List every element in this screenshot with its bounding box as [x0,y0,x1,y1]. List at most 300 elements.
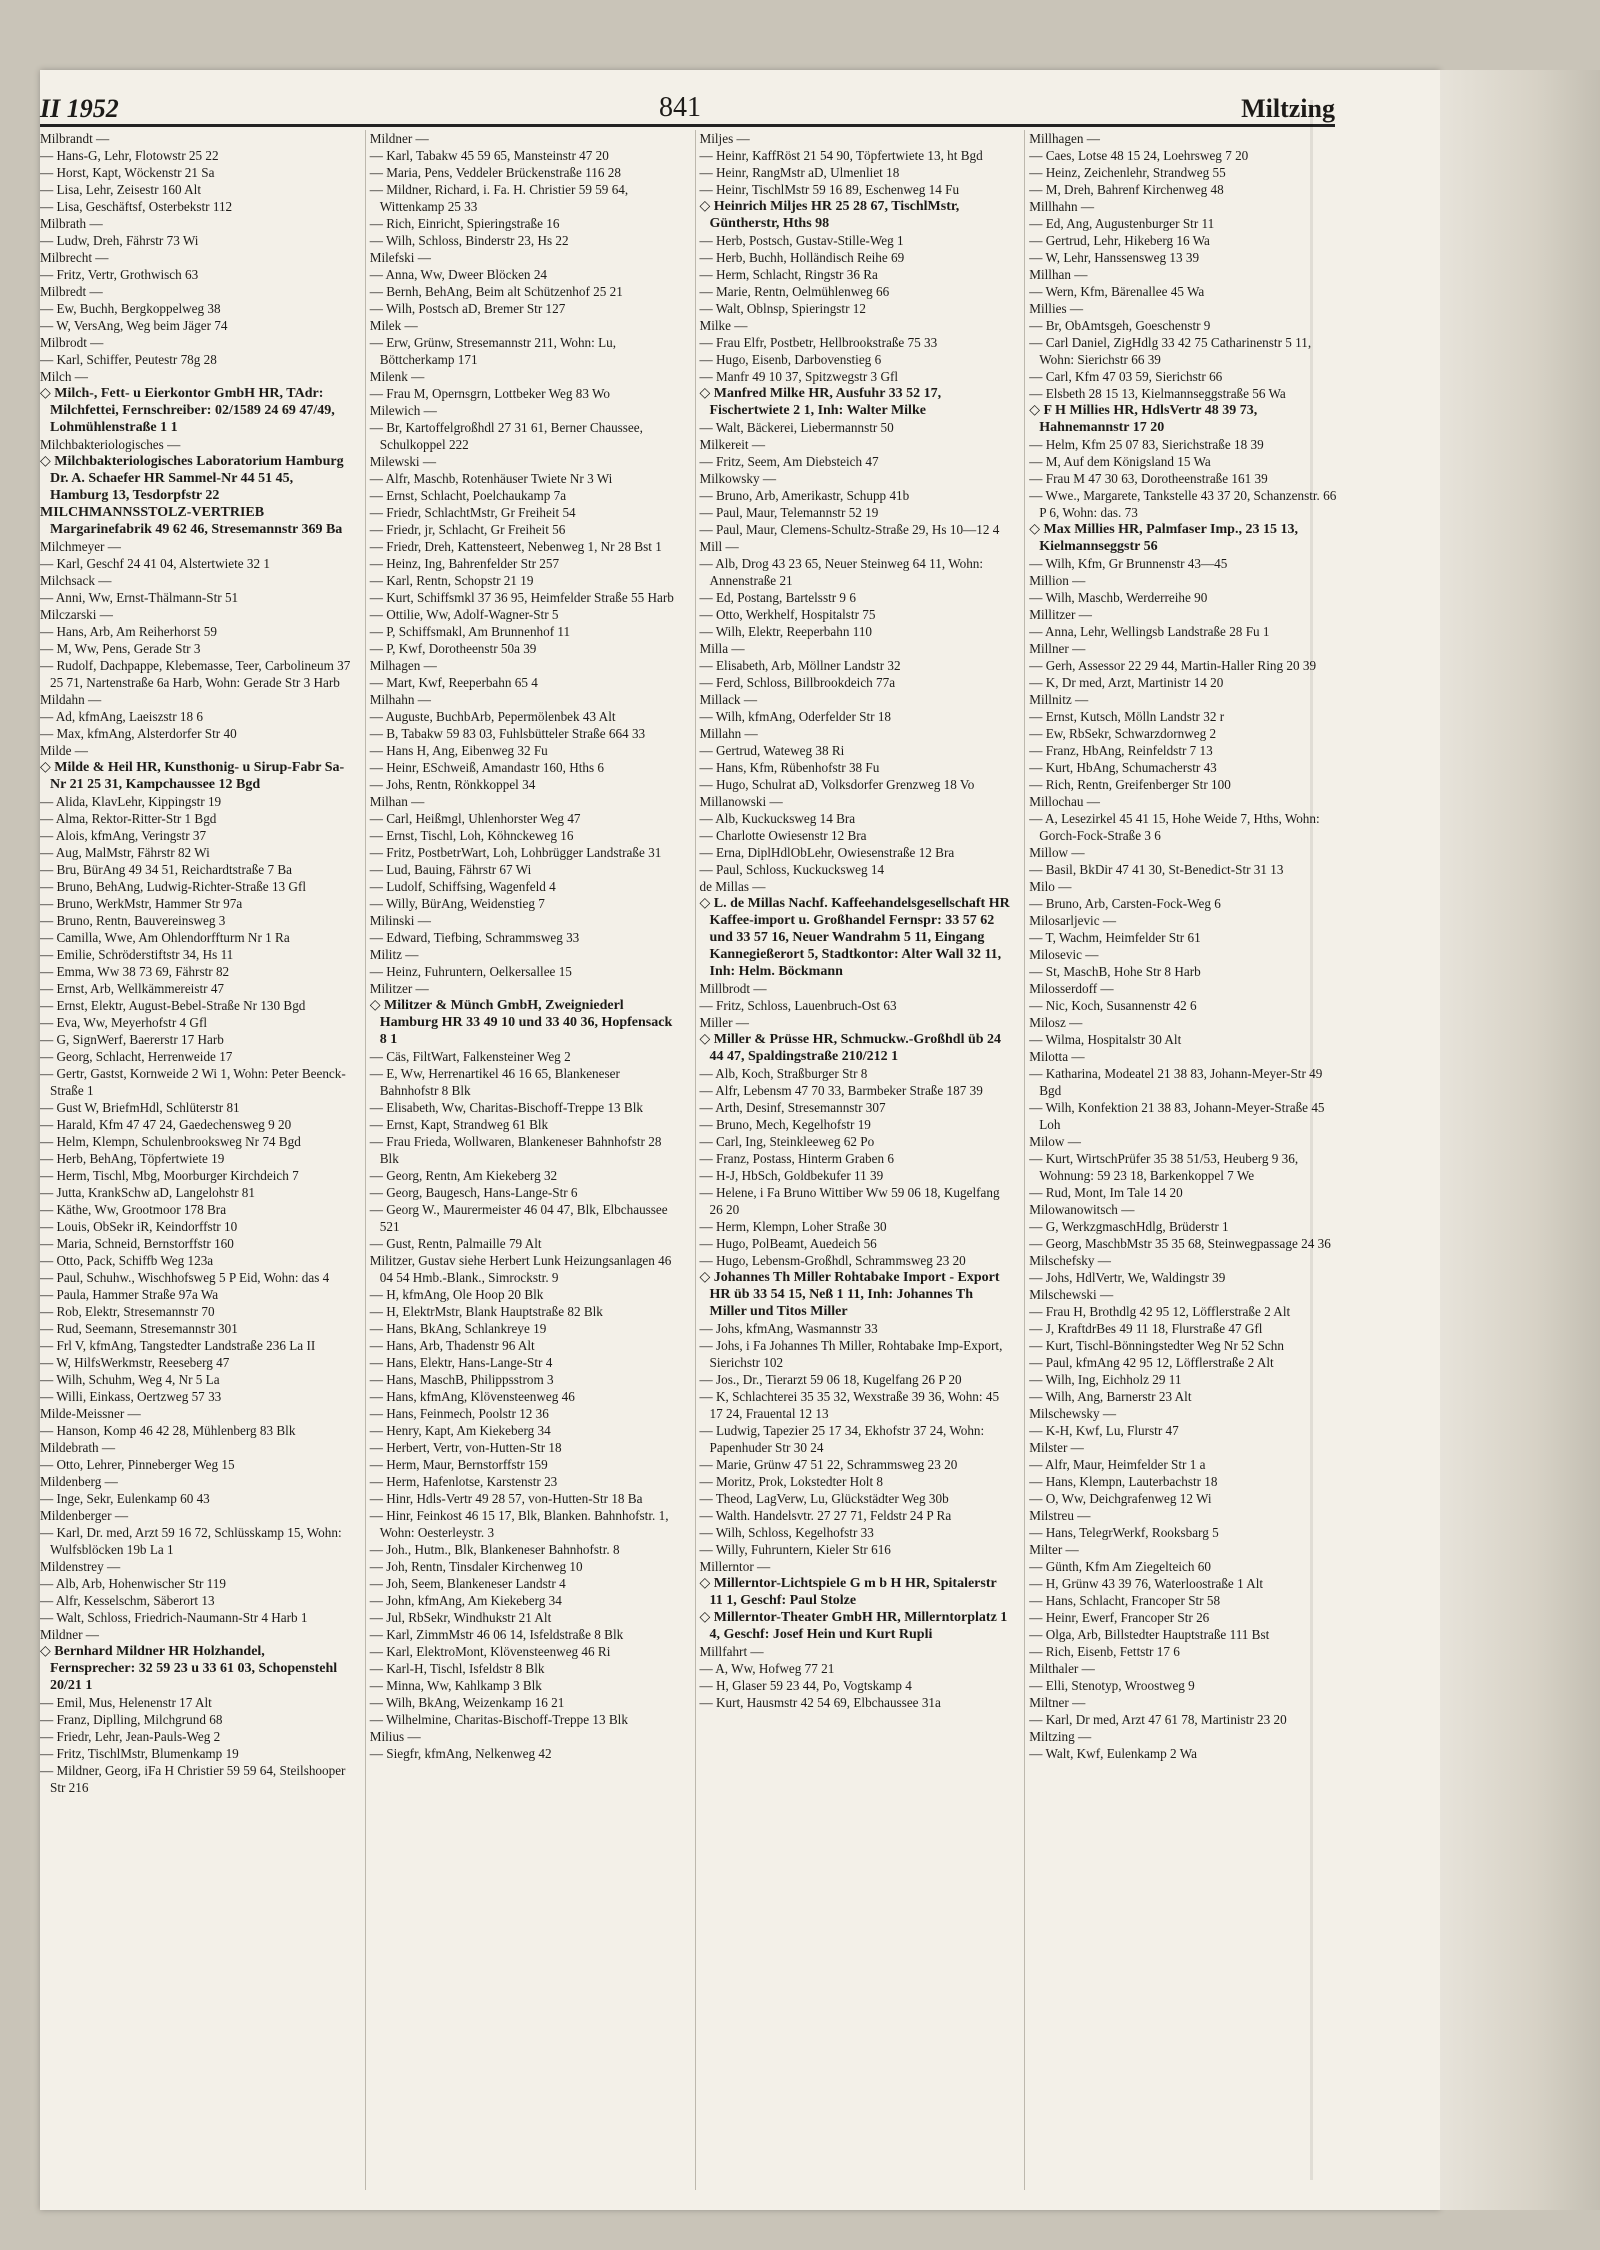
directory-entry: — Eva, Ww, Meyerhofstr 4 Gfl [40,1015,207,1030]
directory-entry: Milinski — [369,913,431,928]
column-3 [695,130,1011,2190]
directory-entry: — Wilhelmine, Charitas-Bischoff-Treppe 13 Blk [369,1712,628,1727]
directory-entry: de Millas — [699,879,766,894]
directory-entry: — Kurt, Schiffsmkl 37 36 95, Heimfelder Straße 55 Harb [369,590,674,605]
directory-entry: — Frau Frieda, Wollwaren, Blankeneser Bahnhofstr 28 Blk [369,1134,662,1166]
directory-entry: Milow — [1029,1134,1081,1149]
directory-entry: — Elli, Stenotyp, Wroostweg 9 [1029,1678,1195,1693]
directory-entry: — Gust W, BriefmHdl, Schlüterstr 81 [40,1100,240,1115]
directory-entry: — Herbert, Vertr, von-Hutten-Str 18 [369,1440,562,1455]
directory-entry: — Edward, Tiefbing, Schrammsweg 33 [369,930,580,945]
directory-entry: Milewski — [369,454,437,469]
directory-entry: Milosz — [1029,1015,1083,1030]
directory-entry: Mildner — [369,131,429,146]
directory-entry: Milchmeyer — [40,539,121,554]
directory-entry: — Heinr, Ewerf, Francoper Str 26 [1029,1610,1210,1625]
directory-entry: — Heinr, KaffRöst 21 54 90, Töpfertwiete 13, ht Bgd [699,148,983,163]
directory-entry: — Paul, Maur, Telemannstr 52 19 [699,505,879,520]
directory-entry: — Heinz, Fuhruntern, Oelkersallee 15 [369,964,572,979]
page-header [40,78,1335,127]
directory-entry: Mildner — [40,1627,99,1642]
directory-entry: — Horst, Kapt, Wöckenstr 21 Sa [40,165,215,180]
directory-entry: — Anni, Ww, Ernst-Thälmann-Str 51 [40,590,239,605]
directory-entry: MILCHMANNSSTOLZ-VERTRIEB Margarinefabrik 49 62 46, Stresemannstr 369 Ba [40,505,343,537]
directory-entry: — Walt, Bäckerei, Liebermannstr 50 [699,420,894,435]
directory-entry: — Marie, Grünw 47 51 22, Schrammsweg 23 20 [699,1457,958,1472]
directory-entry: — Wilh, BkAng, Weizenkamp 16 21 [369,1695,565,1710]
directory-entry: — Aug, MalMstr, Fährstr 82 Wi [40,845,210,860]
directory-entry: — Ew, RbSekr, Schwarzdornweg 2 [1029,726,1217,741]
directory-entry: — Ludolf, Schiffsing, Wagenfeld 4 [369,879,556,894]
directory-entry: — Wilh, Ang, Barnerstr 23 Alt [1029,1389,1192,1404]
directory-entry: — Alb, Kuckucksweg 14 Bra [699,811,856,826]
directory-entry: Milchsack — [40,573,112,588]
directory-entry: — Erw, Grünw, Stresemannstr 211, Wohn: Lu, Böttcherkamp 171 [369,335,617,367]
directory-entry: ◇ Milchbakteriologisches Laboratorium Hamburg Dr. A. Schaefer HR Sammel-Nr 44 51 45, Hamburg 13, Tesdorpfstr 22 [40,454,344,503]
directory-entry: — Herb, BehAng, Töpfertwiete 19 [40,1151,225,1166]
directory-entry: — Alb, Arb, Hohenwischer Str 119 [40,1576,226,1591]
directory-entry: — Bru, BürAng 49 34 51, Reichardtstraße 7 Ba [40,862,292,877]
directory-entry: Milo — [1029,879,1072,894]
directory-entry: — Hugo, Schulrat aD, Volksdorfer Grenzweg 18 Vo [699,777,975,792]
directory-entry: — Wilh, Schloss, Kegelhofstr 33 [699,1525,874,1540]
directory-entry: Milhahn — [369,692,431,707]
directory-entry: — Friedr, Lehr, Jean-Pauls-Weg 2 [40,1729,221,1744]
directory-entry: — Herb, Postsch, Gustav-Stille-Weg 1 [699,233,904,248]
directory-entry: — Ottilie, Ww, Adolf-Wagner-Str 5 [369,607,559,622]
directory-entry: — Paul, Schuhw., Wischhofsweg 5 P Eid, Wohn: das 4 [40,1270,330,1285]
directory-entry: — Paul, kfmAng 42 95 12, Löfflerstraße 2 Alt [1029,1355,1274,1370]
directory-entry: — Hans, TelegrWerkf, Rooksbarg 5 [1029,1525,1219,1540]
directory-entry: — Hugo, Eisenb, Darbovenstieg 6 [699,352,882,367]
directory-entry: — Wilma, Hospitalstr 30 Alt [1029,1032,1182,1047]
directory-entry: — Frau H, Brothdlg 42 95 12, Löfflerstraße 2 Alt [1029,1304,1291,1319]
directory-entry: Millitzer — [1029,607,1092,622]
directory-entry: Milter — [1029,1542,1079,1557]
directory-entry: — Bruno, Arb, Amerikastr, Schupp 41b [699,488,910,503]
directory-entry: — Willy, BürAng, Weidenstieg 7 [369,896,545,911]
directory-entry: — Kurt, Hausmstr 42 54 69, Elbchaussee 31a [699,1695,941,1710]
directory-entry: Milch — [40,369,88,384]
directory-entry: — Jutta, KrankSchw aD, Langelohstr 81 [40,1185,255,1200]
directory-entry: Milhan — [369,794,425,809]
directory-entry: — E, Ww, Herrenartikel 46 16 65, Blankeneser Bahnhofstr 8 Blk [369,1066,620,1098]
directory-entry: Miller — [699,1015,749,1030]
directory-entry: — Hinr, Feinkost 46 15 17, Blk, Blanken. Bahnhofstr. 1, Wohn: Oesterleystr. 3 [369,1508,669,1540]
directory-entry: — Inge, Sekr, Eulenkamp 60 43 [40,1491,210,1506]
directory-entry: — Hans, BkAng, Schlankreye 19 [369,1321,547,1336]
directory-entry: Milbrath — [40,216,103,231]
directory-entry: Millow — [1029,845,1085,860]
directory-entry: — P, Kwf, Dorotheenstr 50a 39 [369,641,537,656]
directory-entry: Million — [1029,573,1086,588]
directory-entry: — Hinr, Hdls-Vertr 49 28 57, von-Hutten-Str 18 Ba [369,1491,643,1506]
directory-entry: — Ernst, Tischl, Loh, Köhnckeweg 16 [369,828,574,843]
directory-entry: — Otto, Werkhelf, Hospitalstr 75 [699,607,876,622]
directory-entry: ◇ Heinrich Miljes HR 25 28 67, TischlMstr, Güntherstr, Hths 98 [699,199,960,231]
directory-entry: — K, Schlachterei 35 35 32, Wexstraße 39 36, Wohn: 45 17 24, Frauental 12 13 [699,1389,1000,1421]
directory-entry: — Camilla, Wwe, Am Ohlendorffturm Nr 1 Ra [40,930,290,945]
directory-entry: — Georg, Baugesch, Hans-Lange-Str 6 [369,1185,578,1200]
directory-entry: — H, kfmAng, Ole Hoop 20 Blk [369,1287,544,1302]
directory-entry: — Georg, Rentn, Am Kiekeberg 32 [369,1168,558,1183]
directory-entry: Millfahrt — [699,1644,764,1659]
directory-entry: Milbrandt — [40,131,110,146]
directory-entry: — Erna, DiplHdlObLehr, Owiesenstraße 12 Bra [699,845,955,860]
directory-entry: — Charlotte Owiesenstr 12 Bra [699,828,867,843]
directory-entry: — Hanson, Komp 46 42 28, Mühlenberg 83 Blk [40,1423,296,1438]
directory-entry: — Hans, kfmAng, Klövensteenweg 46 [369,1389,575,1404]
directory-entry: — Wilh, Schuhm, Weg 4, Nr 5 La [40,1372,220,1387]
directory-entry: — Wilh, Elektr, Reeperbahn 110 [699,624,873,639]
directory-entry: — Rob, Elektr, Stresemannstr 70 [40,1304,215,1319]
directory-entry: Milotta — [1029,1049,1085,1064]
directory-entry: — Elsbeth 28 15 13, Kielmannseggstraße 56 Wa [1029,386,1286,401]
directory-entry: — Caes, Lotse 48 15 24, Loehrsweg 7 20 [1029,148,1249,163]
directory-entry: — Heinr, RangMstr aD, Ulmenliet 18 [699,165,900,180]
directory-entry: Milenk — [369,369,425,384]
directory-entry: — Lud, Bauing, Fährstr 67 Wi [369,862,532,877]
directory-entry: — Gerh, Assessor 22 29 44, Martin-Haller Ring 20 39 [1029,658,1317,673]
directory-entry: — Herm, Hafenlotse, Karstenstr 23 [369,1474,558,1489]
directory-entry: Millner — [1029,641,1086,656]
directory-entry: — Ed, Ang, Augustenburger Str 11 [1029,216,1215,231]
column-1 [40,130,351,2190]
directory-entry: — J, KraftdrBes 49 11 18, Flurstraße 47 Gfl [1029,1321,1263,1336]
directory-entry: — Gertrud, Wateweg 38 Ri [699,743,845,758]
directory-entry: — Emilie, Schröderstiftstr 34, Hs 11 [40,947,234,962]
directory-entry: — Käthe, Ww, Grootmoor 178 Bra [40,1202,227,1217]
directory-entry: Milek — [369,318,418,333]
directory-entry: Milschefsky — [1029,1253,1111,1268]
directory-entry: Militzer, Gustav siehe Herbert Lunk Heizungsanlagen 46 04 54 Hmb.-Blank., Simrockstr. 9 [369,1253,672,1285]
directory-entry: — M, Auf dem Königsland 15 Wa [1029,454,1211,469]
directory-entry: — Franz, Postass, Hinterm Graben 6 [699,1151,894,1166]
directory-entry: — Elisabeth, Ww, Charitas-Bischoff-Treppe 13 Blk [369,1100,643,1115]
directory-entry: Milde — [40,743,88,758]
directory-entry: ◇ Millerntor-Theater GmbH HR, Millerntorplatz 1 4, Geschf: Josef Hein und Kurt Rupli [699,1610,1008,1642]
directory-entry: Millanowski — [699,794,783,809]
directory-entry: Millbrodt — [699,981,767,996]
directory-entry: — Herm, Klempn, Loher Straße 30 [699,1219,887,1234]
directory-entry: Milius — [369,1729,421,1744]
directory-entry: — Fritz, Schloss, Lauenbruch-Ost 63 [699,998,897,1013]
directory-entry: Milczarski — [40,607,113,622]
directory-entry: — Bruno, Arb, Carsten-Fock-Weg 6 [1029,896,1221,911]
directory-entry: — Mart, Kwf, Reeperbahn 65 4 [369,675,538,690]
directory-entry: — Herb, Buchh, Holländisch Reihe 69 [699,250,905,265]
directory-entry: Milefski — [369,250,431,265]
directory-entry: Militzer — [369,981,429,996]
directory-entry: Milschewski — [1029,1287,1114,1302]
directory-entry: — Marie, Rentn, Oelmühlenweg 66 [699,284,890,299]
directory-entry: — Heinr, TischlMstr 59 16 89, Eschenweg 14 Fu [699,182,960,197]
directory-entry: — Johs, i Fa Johannes Th Miller, Rohtabake Imp-Export, Sierichstr 102 [699,1338,1003,1370]
directory-entry: Milewich — [369,403,437,418]
directory-entry: — H, Grünw 43 39 76, Waterloostraße 1 Alt [1029,1576,1264,1591]
directory-entry: Mill — [699,539,739,554]
directory-entry: — Hugo, PolBeamt, Auedeich 56 [699,1236,877,1251]
directory-entry: — Rud, Seemann, Stresemannstr 301 [40,1321,238,1336]
directory-entry: — Willy, Fuhruntern, Kieler Str 616 [699,1542,891,1557]
page-number: 841 [658,92,701,123]
directory-entry: — Walt, Kwf, Eulenkamp 2 Wa [1029,1746,1197,1761]
directory-entry: — Ad, kfmAng, Laeiszstr 18 6 [40,709,203,724]
directory-entry: — Frau Elfr, Postbetr, Hellbrookstraße 75 33 [699,335,938,350]
directory-entry: Milde-Meissner — [40,1406,141,1421]
directory-entry: — Hans, MaschB, Philippsstrom 3 [369,1372,554,1387]
directory-entry: — Anna, Lehr, Wellingsb Landstraße 28 Fu 1 [1029,624,1270,639]
directory-entry: — Karl, ElektroMont, Klövensteenweg 46 Ri [369,1644,611,1659]
directory-entry: — Ew, Buchh, Bergkoppelweg 38 [40,301,221,316]
directory-entry: — Alfr, Lebensm 47 70 33, Barmbeker Straße 187 39 [699,1083,983,1098]
directory-entry: — G, WerkzgmaschHdlg, Brüderstr 1 [1029,1219,1229,1234]
directory-entry: — Wern, Kfm, Bärenallee 45 Wa [1029,284,1205,299]
directory-entry: Millhahn — [1029,199,1095,214]
directory-entry: — Ludw, Dreh, Fährstr 73 Wi [40,233,199,248]
directory-entry: — A, Ww, Hofweg 77 21 [699,1661,835,1676]
directory-entry: — Kurt, Tischl-Bönningstedter Weg Nr 52 Schn [1029,1338,1284,1353]
directory-entry: Milowanowitsch — [1029,1202,1135,1217]
directory-entry: — Alb, Koch, Straßburger Str 8 [699,1066,868,1081]
directory-entry: — Karl, Tabakw 45 59 65, Mansteinstr 47 20 [369,148,609,163]
directory-entry: — Wilh, Schloss, Binderstr 23, Hs 22 [369,233,569,248]
directory-entry: — Emma, Ww 38 73 69, Fährstr 82 [40,964,230,979]
directory-entry: — Alb, Drog 43 23 65, Neuer Steinweg 64 11, Wohn: Annenstraße 21 [699,556,984,588]
directory-entry: — Karl, Dr. med, Arzt 59 16 72, Schlüsskamp 15, Wohn: Wulfsblöcken 19b La 1 [40,1525,342,1557]
directory-entry: — Max, kfmAng, Alsterdorfer Str 40 [40,726,237,741]
directory-entry: — Emil, Mus, Helenenstr 17 Alt [40,1695,212,1710]
directory-entry: — Franz, Diplling, Milchgrund 68 [40,1712,223,1727]
directory-entry: Milschewsky — [1029,1406,1117,1421]
directory-entry: — Alfr, Kesselschm, Säberort 13 [40,1593,215,1608]
directory-entry: — John, kfmAng, Am Kiekeberg 34 [369,1593,562,1608]
directory-entry: — Rud, Mont, Im Tale 14 20 [1029,1185,1183,1200]
directory-entry: ◇ Militzer & Münch GmbH, Zweigniederl Hamburg HR 33 49 10 und 33 40 36, Hopfensack 8 1 [369,998,673,1047]
column-2 [365,130,681,2190]
directory-entry: — Harald, Kfm 47 47 24, Gaedechensweg 9 20 [40,1117,292,1132]
directory-entry: — B, Tabakw 59 83 03, Fuhlsbütteler Straße 664 33 [369,726,646,741]
directory-entry: Milke — [699,318,748,333]
directory-entry: — H, Glaser 59 23 44, Po, Vogtskamp 4 [699,1678,912,1693]
directory-entry: — O, Ww, Deichgrafenweg 12 Wi [1029,1491,1212,1506]
directory-entry: — Alida, KlavLehr, Kippingstr 19 [40,794,222,809]
directory-entry: — Ernst, Kutsch, Mölln Landstr 32 r [1029,709,1225,724]
directory-entry: — Carl, Kfm 47 03 59, Sierichstr 66 [1029,369,1223,384]
directory-entry: — Georg W., Maurermeister 46 04 47, Blk, Elbchaussee 521 [369,1202,668,1234]
directory-entry: Millochau — [1029,794,1100,809]
directory-entry: — Georg, Schlacht, Herrenweide 17 [40,1049,233,1064]
directory-entry: — Carl, Ing, Steinkleeweg 62 Po [699,1134,875,1149]
directory-entry: — Paula, Hammer Straße 97a Wa [40,1287,219,1302]
column-4 [1024,130,1340,2190]
directory-entry: — P, Schiffsmakl, Am Brunnenhof 11 [369,624,571,639]
directory-entry: Milla — [699,641,745,656]
directory-entry: Milthaler — [1029,1661,1095,1676]
directory-entry: — M, Ww, Pens, Gerade Str 3 [40,641,201,656]
directory-entry: ◇ L. de Millas Nachf. Kaffeehandelsgesellschaft HR Kaffee-import u. Großhandel Fernspr: 33 57 62 und 33 57 16, Neuer Wandrahm 5 11, Eingang Kannegießerort 5, Stadtkontor: Alter Wall 32 11, Inh: Helm. Böckmann [699,896,1010,979]
directory-entry: ◇ Millerntor-Lichtspiele G m b H HR, Spitalerstr 11 1, Geschf: Paul Stolze [699,1576,997,1608]
directory-entry: — Johs, kfmAng, Wasmannstr 33 [699,1321,878,1336]
directory-entry: — Auguste, BuchbArb, Pepermölenbek 43 Alt [369,709,616,724]
directory-entry: — Wilh, kfmAng, Oderfelder Str 18 [699,709,892,724]
directory-entry: — Kurt, HbAng, Schumacherstr 43 [1029,760,1217,775]
directory-entry: — Ernst, Kapt, Strandweg 61 Blk [369,1117,549,1132]
directory-entry: — Nic, Koch, Susannenstr 42 6 [1029,998,1197,1013]
directory-entry: — H, ElektrMstr, Blank Hauptstraße 82 Blk [369,1304,603,1319]
directory-entry: — Hans H, Ang, Eibenweg 32 Fu [369,743,548,758]
directory-entry: — Fritz, TischlMstr, Blumenkamp 19 [40,1746,239,1761]
directory-entry: Milstreu — [1029,1508,1091,1523]
directory-entry: — Louis, ObSekr iR, Keindorffstr 10 [40,1219,238,1234]
directory-entry: — W, VersAng, Weg beim Jäger 74 [40,318,228,333]
directory-entry: ◇ Max Millies HR, Palmfaser Imp., 23 15 13, Kielmannseggstr 56 [1029,522,1298,554]
directory-entry: — Helm, Kfm 25 07 83, Sierichstraße 18 39 [1029,437,1264,452]
directory-entry: — Rich, Eisenb, Fettstr 17 6 [1029,1644,1180,1659]
directory-entry: — Olga, Arb, Billstedter Hauptstraße 111 Bst [1029,1627,1270,1642]
directory-entry: — Walt, Schloss, Friedrich-Naumann-Str 4 Harb 1 [40,1610,308,1625]
directory-entry: — Cäs, FiltWart, Falkensteiner Weg 2 [369,1049,571,1064]
directory-entry: — Moritz, Prok, Lokstedter Holt 8 [699,1474,884,1489]
directory-entry: — W, Lehr, Hanssensweg 13 39 [1029,250,1200,265]
directory-entry: — Wilh, Ing, Eichholz 29 11 [1029,1372,1182,1387]
directory-entry: — Hans-G, Lehr, Flotowstr 25 22 [40,148,219,163]
directory-entry: — Gertrud, Lehr, Hikeberg 16 Wa [1029,233,1210,248]
directory-entry: — Wilh, Maschb, Werderreihe 90 [1029,590,1208,605]
directory-entry: — Franz, HbAng, Reinfeldstr 7 13 [1029,743,1213,758]
directory-entry: — Walt, Oblnsp, Spieringstr 12 [699,301,866,316]
directory-entry: — Fritz, Seem, Am Diebsteich 47 [699,454,879,469]
directory-entry: — Carl Daniel, ZigHdlg 33 42 75 Catharinenstr 5 11, Wohn: Sierichstr 66 39 [1029,335,1312,367]
directory-entry: — Ernst, Schlacht, Poelchaukamp 7a [369,488,567,503]
directory-entry: — Basil, BkDir 47 41 30, St-Benedict-Str 31 13 [1029,862,1284,877]
directory-entry: — Minna, Ww, Kahlkamp 3 Blk [369,1678,542,1693]
directory-entry: — Rudolf, Dachpappe, Klebemasse, Teer, Carbolineum 37 25 71, Nartenstraße 6a Harb, Wohn: Gerade Str 3 Harb [40,658,351,690]
directory-entry: — Manfr 49 10 37, Spitzwegstr 3 Gfl [699,369,899,384]
directory-entry: ◇ Milde & Heil HR, Kunsthonig- u Sirup-Fabr Sa-Nr 21 25 31, Kampchaussee 12 Bgd [40,760,345,792]
page-fold-shadow [1310,100,1313,2180]
directory-entry: Millack — [699,692,758,707]
directory-entry: — Carl, Heißmgl, Uhlenhorster Weg 47 [369,811,581,826]
directory-entry: Milkereit — [699,437,766,452]
directory-entry: — Joh, Rentn, Tinsdaler Kirchenweg 10 [369,1559,583,1574]
directory-entry: — Karl-H, Tischl, Isfeldstr 8 Blk [369,1661,545,1676]
directory-entry: ◇ Johannes Th Miller Rohtabake Import - Export HR üb 33 54 15, Neß 1 11, Inh: Johannes Th Miller und Titos Miller [699,1270,1000,1319]
directory-entry: — Siegfr, kfmAng, Nelkenweg 42 [369,1746,552,1761]
directory-entry: — Ludwig, Tapezier 25 17 34, Ekhofstr 37 24, Wohn: Papenhuder Str 30 24 [699,1423,985,1455]
directory-entry: — Herm, Tischl, Mbg, Moorburger Kirchdeich 7 [40,1168,299,1183]
directory-entry: — K, Dr med, Arzt, Martinistr 14 20 [1029,675,1224,690]
directory-entry: — Hans, Kfm, Rübenhofstr 38 Fu [699,760,880,775]
directory-entry: Milchbakteriologisches — [40,437,181,452]
directory-entry: — Ed, Postang, Bartelsstr 9 6 [699,590,856,605]
directory-entry: Mildebrath — [40,1440,116,1455]
directory-entry: — Maria, Schneid, Bernstorffstr 160 [40,1236,234,1251]
directory-entry: — Br, Kartoffelgroßhdl 27 31 61, Berner Chaussee, Schulkoppel 222 [369,420,643,452]
directory-entry: — Heinz, Zeichenlehr, Strandweg 55 [1029,165,1226,180]
directory-entry: — Br, ObAmtsgeh, Goeschenstr 9 [1029,318,1211,333]
directory-entry: Militz — [369,947,419,962]
directory-entry: — Alois, kfmAng, Veringstr 37 [40,828,207,843]
directory-entry: Miltzing — [1029,1729,1092,1744]
directory-entry: — Bruno, Mech, Kegelhofstr 19 [699,1117,871,1132]
directory-entry: — Herm, Schlacht, Ringstr 36 Ra [699,267,878,282]
directory-entry: — M, Dreh, Bahrenf Kirchenweg 48 [1029,182,1224,197]
directory-entry: — Otto, Lehrer, Pinneberger Weg 15 [40,1457,235,1472]
directory-entry: — Friedr, jr, Schlacht, Gr Freiheit 56 [369,522,566,537]
directory-entry: — Alma, Rektor-Ritter-Str 1 Bgd [40,811,217,826]
directory-entry: — Wilh, Konfektion 21 38 83, Johann-Meyer-Straße 45 Loh [1029,1100,1325,1132]
directory-entry: — Günth, Kfm Am Ziegelteich 60 [1029,1559,1211,1574]
directory-entry: Mildahn — [40,692,102,707]
directory-entry: — Ernst, Elektr, August-Bebel-Straße Nr 130 Bgd [40,998,306,1013]
directory-entry: — Rich, Einricht, Spieringstraße 16 [369,216,560,231]
directory-entry: — Helene, i Fa Bruno Wittiber Ww 59 06 18, Kugelfang 26 20 [699,1185,1000,1217]
directory-entry: — Herm, Maur, Bernstorffstr 159 [369,1457,548,1472]
directory-entry: Millnitz — [1029,692,1089,707]
directory-entry: — Ferd, Schloss, Billbrookdeich 77a [699,675,896,690]
directory-entry: Milosevic — [1029,947,1099,962]
directory-entry: — Lisa, Lehr, Zeisestr 160 Alt [40,182,201,197]
directory-entry: — Joh., Hutm., Blk, Blankeneser Bahnhofstr. 8 [369,1542,620,1557]
directory-entry: — Ernst, Arb, Wellkämmereistr 47 [40,981,225,996]
directory-entry: — Hans, Elektr, Hans-Lange-Str 4 [369,1355,553,1370]
directory-entry: — Bruno, WerkMstr, Hammer Str 97a [40,896,243,911]
directory-entry: — Gertr, Gastst, Kornweide 2 Wi 1, Wohn: Peter Beenck-Straße 1 [40,1066,346,1098]
directory-entry: — Gust, Rentn, Palmaille 79 Alt [369,1236,542,1251]
directory-entry: — Henry, Kapt, Am Kiekeberg 34 [369,1423,551,1438]
directory-entry: ◇ Manfred Milke HR, Ausfuhr 33 52 17, Fischertwiete 2 1, Inh: Walter Milke [699,386,942,418]
directory-entry: ◇ Miller & Prüsse HR, Schmuckw.-Großhdl üb 24 44 47, Spaldingstraße 210/212 1 [699,1032,1002,1064]
directory-entry: ◇ Bernhard Mildner HR Holzhandel, Fernsprecher: 32 59 23 u 33 61 03, Schopenstehl 20/21 1 [40,1644,338,1693]
directory-entry: ◇ F H Millies HR, HdlsVertr 48 39 73, Hahnemannstr 17 20 [1029,403,1258,435]
directory-entry: — Mildner, Georg, iFa H Christier 59 59 64, Steilshooper Str 216 [40,1763,346,1795]
directory-entry: — St, MaschB, Hohe Str 8 Harb [1029,964,1201,979]
directory-entry: — Heinz, Ing, Bahrenfelder Str 257 [369,556,560,571]
directory-entry: — Karl, Rentn, Schopstr 21 19 [369,573,534,588]
directory-entry: — Hans, Arb, Am Reiherhorst 59 [40,624,217,639]
directory-entry: Millhan — [1029,267,1088,282]
book-binding-edge [1440,70,1600,2210]
directory-entry: — Paul, Maur, Clemens-Schultz-Straße 29, Hs 10—12 4 [699,522,1000,537]
directory-entry: — Bruno, BehAng, Ludwig-Richter-Straße 13 Gfl [40,879,307,894]
directory-columns [40,130,1340,2190]
directory-entry: — Hans, Klempn, Lauterbachstr 18 [1029,1474,1218,1489]
directory-entry: Milbrecht — [40,250,109,265]
directory-entry: Mildenstrey — [40,1559,121,1574]
directory-entry: Milkowsky — [699,471,777,486]
directory-entry: — Wwe., Margarete, Tankstelle 43 37 20, Schanzenstr. 66 P 6, Wohn: das. 73 [1029,488,1337,520]
directory-entry: — Karl, Geschf 24 41 04, Alstertwiete 32 1 [40,556,271,571]
directory-entry: — Rich, Rentn, Greifenberger Str 100 [1029,777,1231,792]
directory-entry: — K-H, Kwf, Lu, Flurstr 47 [1029,1423,1179,1438]
directory-entry: — Maria, Pens, Veddeler Brückenstraße 116 28 [369,165,621,180]
directory-entry: — Jul, RbSekr, Windhukstr 21 Alt [369,1610,552,1625]
directory-entry: — Johs, HdlVertr, We, Waldingstr 39 [1029,1270,1226,1285]
directory-entry: — H-J, HbSch, Goldbekufer 11 39 [699,1168,884,1183]
directory-entry: — Wilh, Kfm, Gr Brunnenstr 43—45 [1029,556,1228,571]
directory-entry: — Joh, Seem, Blankeneser Landstr 4 [369,1576,566,1591]
directory-entry: — Frl V, kfmAng, Tangstedter Landstraße 236 La II [40,1338,316,1353]
directory-entry: — Hans, Feinmech, Poolstr 12 36 [369,1406,549,1421]
directory-entry: — Karl, ZimmMstr 46 06 14, Isfeldstraße 8 Blk [369,1627,624,1642]
directory-entry: — Heinr, ESchweiß, Amandastr 160, Hths 6 [369,760,605,775]
directory-entry: — Helm, Klempn, Schulenbrooksweg Nr 74 Bgd [40,1134,301,1149]
directory-entry: — Frau M, Opernsgrn, Lottbeker Weg 83 Wo [369,386,610,401]
directory-entry: Mildenberger — [40,1508,129,1523]
directory-entry: — Jos., Dr., Tierarzt 59 06 18, Kugelfang 26 P 20 [699,1372,962,1387]
directory-entry: Milbrodt — [40,335,104,350]
